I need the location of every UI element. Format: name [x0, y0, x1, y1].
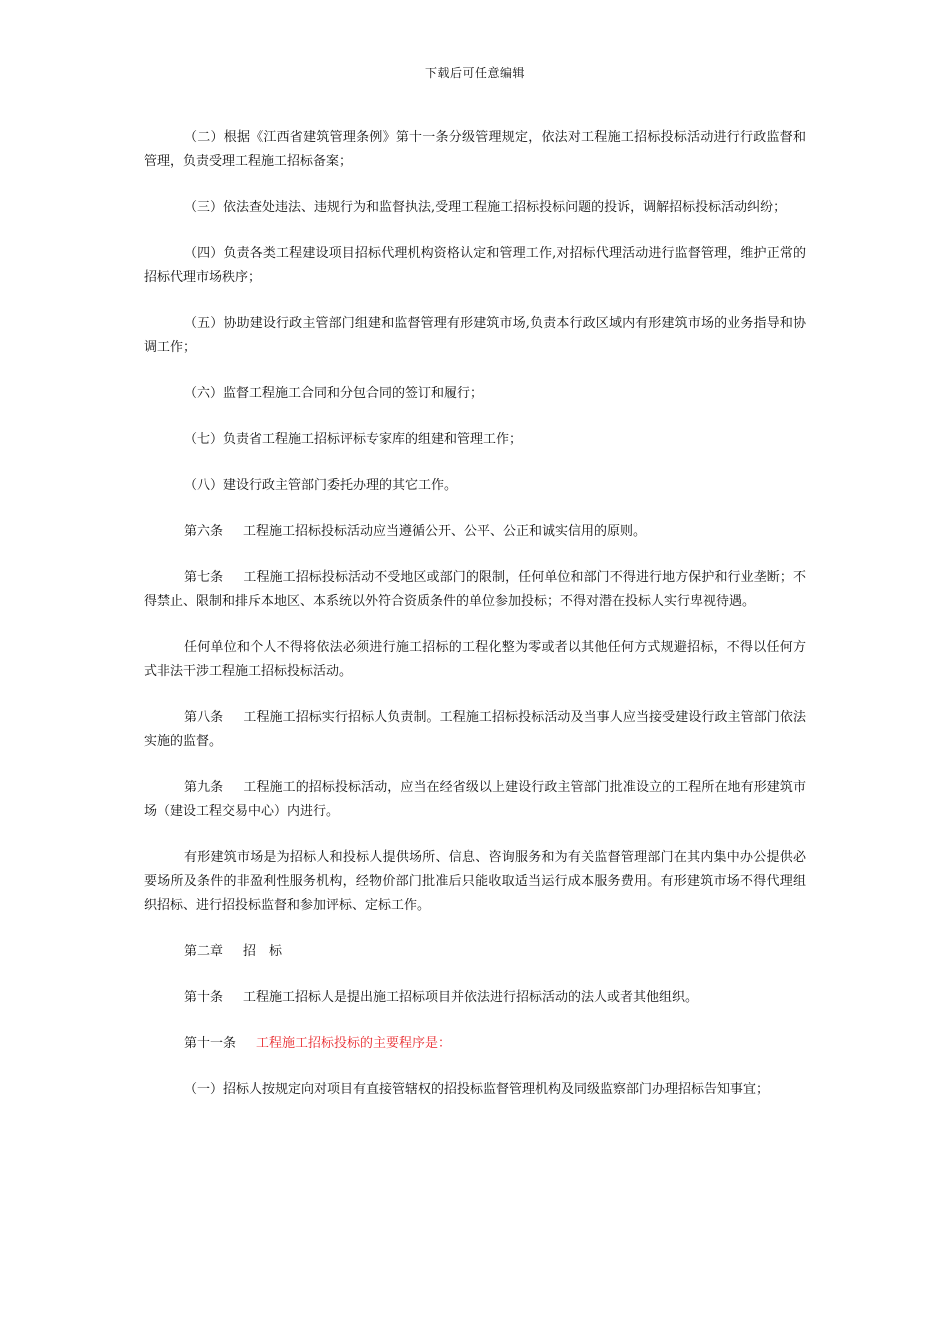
chapter-title: 招 标: [243, 944, 283, 959]
paragraph-item-6: （六）监督工程施工合同和分包合同的签订和履行；: [184, 386, 484, 401]
article-6: [144, 520, 806, 544]
article-10: [144, 986, 806, 1010]
article-text: 工程施工招标投标活动不受地区或部门的限制，任何单位和部门不得进行地方保护和行业垄断；不得禁止、限制和排斥本地区、本系统以外符合资质条件的单位参加投标；不得对潜在投标人实行卑视待遇。: [144, 570, 806, 609]
article-label: 第七条: [184, 570, 224, 585]
document-body: [144, 126, 806, 1124]
article-text: 工程施工招标投标活动应当遵循公开、公平、公正和诚实信用的原则。: [243, 524, 647, 539]
article-text: 工程施工招标实行招标人负责制。工程施工招标投标活动及当事人应当接受建设行政主管部门依法实施的监督。: [144, 710, 806, 749]
article-label: 第九条: [184, 780, 224, 795]
paragraph-item-4: （四）负责各类工程建设项目招标代理机构资格认定和管理工作,对招标代理活动进行监督管理，维护正常的招标代理市场秩序；: [144, 246, 806, 285]
article-text-highlighted: 工程施工招标投标的主要程序是：: [256, 1036, 452, 1051]
article-11: [144, 1032, 806, 1056]
article-label: 第八条: [184, 710, 224, 725]
paragraph-item-5: （五）协助建设行政主管部门组建和监督管理有形建筑市场,负责本行政区域内有形建筑市场的业务指导和协调工作；: [144, 316, 806, 355]
chapter-heading: [144, 940, 806, 964]
article-11-item-1: （一）招标人按规定向对项目有直接管辖权的招投标监督管理机构及同级监察部门办理招标告知事宜；: [184, 1082, 770, 1097]
paragraph-item-3: （三）依法查处违法、违规行为和监督执法,受理工程施工招标投标问题的投诉，调解招标投标活动纠纷；: [184, 200, 787, 215]
article-label: 第十条: [184, 990, 224, 1005]
article-9: [144, 776, 806, 824]
page-header: 下载后可任意编辑: [424, 66, 525, 80]
article-text: 工程施工的招标投标活动，应当在经省级以上建设行政主管部门批准设立的工程所在地有形建筑市场（建设工程交易中心）内进行。: [144, 780, 806, 819]
article-text: 工程施工招标人是提出施工招标项目并依法进行招标活动的法人或者其他组织。: [243, 990, 699, 1005]
paragraph-item-8: （八）建设行政主管部门委托办理的其它工作。: [184, 478, 458, 493]
article-9-continuation: 有形建筑市场是为招标人和投标人提供场所、信息、咨询服务和为有关监督管理部门在其内集中办公提供必要场所及条件的非盈利性服务机构，经物价部门批准后只能收取适当运行成本服务费用。有形建筑市场不得代理组织招标、进行招投标监督和参加评标、定标工作。: [144, 850, 806, 913]
article-label: 第六条: [184, 524, 224, 539]
chapter-label: 第二章: [184, 944, 224, 959]
article-label: 第十一条: [184, 1036, 237, 1051]
paragraph-item-2: （二）根据《江西省建筑管理条例》第十一条分级管理规定，依法对工程施工招标投标活动进行行政监督和管理，负责受理工程施工招标备案；: [144, 130, 806, 169]
article-7-continuation: 任何单位和个人不得将依法必须进行施工招标的工程化整为零或者以其他任何方式规避招标，不得以任何方式非法干涉工程施工招标投标活动。: [144, 640, 806, 679]
article-7: [144, 566, 806, 614]
article-8: [144, 706, 806, 754]
paragraph-item-7: （七）负责省工程施工招标评标专家库的组建和管理工作；: [184, 432, 523, 447]
